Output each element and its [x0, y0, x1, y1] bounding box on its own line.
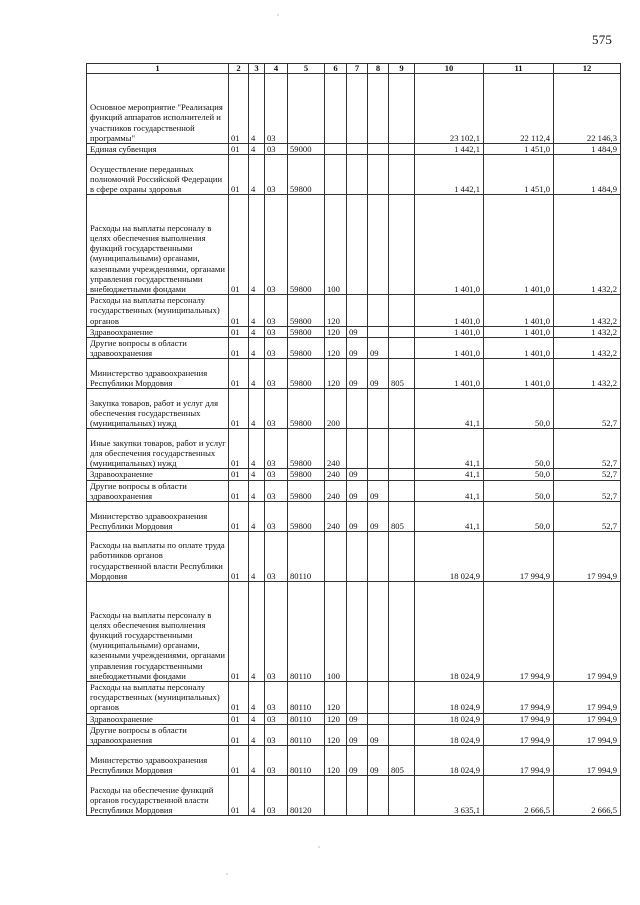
code-cell-8 [368, 469, 389, 480]
amount-cell-11: 50,0 [484, 389, 554, 429]
amount-cell-11: 1 401,0 [484, 359, 554, 389]
item-name-cell: Другие вопросы в области здравоохранения [87, 338, 229, 359]
code-cell-8 [368, 582, 389, 682]
code-cell-6 [325, 155, 347, 195]
table-row [87, 682, 621, 714]
code-cell-3: 4 [249, 724, 265, 745]
header-cell: 1 [87, 64, 229, 74]
code-cell-7: 09 [347, 746, 368, 776]
code-cell-4: 03 [265, 724, 288, 745]
header-cell: 9 [389, 64, 415, 74]
amount-cell-10: 41,1 [415, 429, 484, 469]
amount-cell-10: 1 401,0 [415, 295, 484, 327]
code-cell-5: 80110 [288, 682, 325, 714]
code-cell-4: 03 [265, 480, 288, 501]
amount-cell-11: 17 994,9 [484, 582, 554, 682]
amount-cell-10: 18 024,9 [415, 532, 484, 582]
code-cell-4: 03 [265, 582, 288, 682]
code-cell-3: 4 [249, 295, 265, 327]
code-cell-4: 03 [265, 469, 288, 480]
code-cell-7 [347, 776, 368, 816]
code-cell-6 [325, 144, 347, 155]
code-cell-2: 01 [229, 480, 249, 501]
code-cell-2: 01 [229, 295, 249, 327]
code-cell-9 [389, 74, 415, 144]
code-cell-7 [347, 682, 368, 714]
amount-cell-10: 23 102,1 [415, 74, 484, 144]
table-row [87, 195, 621, 295]
code-cell-7: 09 [347, 713, 368, 724]
amount-cell-12: 1 432,2 [554, 326, 621, 337]
table-row [87, 359, 621, 389]
item-name-cell: Министерство здравоохранения Республики Мордовия [87, 746, 229, 776]
code-cell-6: 240 [325, 429, 347, 469]
header-cell: 3 [249, 64, 265, 74]
code-cell-7: 09 [347, 480, 368, 501]
code-cell-9 [389, 295, 415, 327]
code-cell-2: 01 [229, 682, 249, 714]
code-cell-5: 59000 [288, 144, 325, 155]
amount-cell-11: 50,0 [484, 502, 554, 532]
code-cell-3: 4 [249, 713, 265, 724]
code-cell-6: 100 [325, 582, 347, 682]
code-cell-9 [389, 155, 415, 195]
amount-cell-12: 1 432,2 [554, 359, 621, 389]
code-cell-3: 4 [249, 480, 265, 501]
code-cell-2: 01 [229, 429, 249, 469]
item-name-cell: Единая субвенция [87, 144, 229, 155]
header-cell: 7 [347, 64, 368, 74]
code-cell-5: 59800 [288, 502, 325, 532]
code-cell-8 [368, 429, 389, 469]
code-cell-4: 03 [265, 429, 288, 469]
amount-cell-11: 1 401,0 [484, 338, 554, 359]
amount-cell-12: 17 994,9 [554, 532, 621, 582]
code-cell-5: 59800 [288, 480, 325, 501]
code-cell-7 [347, 195, 368, 295]
code-cell-6: 240 [325, 480, 347, 501]
amount-cell-10: 18 024,9 [415, 746, 484, 776]
code-cell-4: 03 [265, 295, 288, 327]
code-cell-4: 03 [265, 389, 288, 429]
code-cell-3: 4 [249, 582, 265, 682]
code-cell-9 [389, 682, 415, 714]
header-cell: 11 [484, 64, 554, 74]
item-name-cell: Другие вопросы в области здравоохранения [87, 724, 229, 745]
amount-cell-12: 2 666,5 [554, 776, 621, 816]
code-cell-3: 4 [249, 359, 265, 389]
code-cell-8: 09 [368, 338, 389, 359]
amount-cell-12: 52,7 [554, 480, 621, 501]
amount-cell-12: 17 994,9 [554, 746, 621, 776]
code-cell-4: 03 [265, 74, 288, 144]
code-cell-4: 03 [265, 155, 288, 195]
code-cell-2: 01 [229, 326, 249, 337]
amount-cell-11: 17 994,9 [484, 713, 554, 724]
code-cell-7 [347, 295, 368, 327]
code-cell-4: 03 [265, 713, 288, 724]
code-cell-9 [389, 480, 415, 501]
code-cell-9 [389, 144, 415, 155]
code-cell-8 [368, 532, 389, 582]
code-cell-9 [389, 532, 415, 582]
amount-cell-11: 17 994,9 [484, 724, 554, 745]
code-cell-8 [368, 195, 389, 295]
table-row [87, 502, 621, 532]
amount-cell-12: 17 994,9 [554, 713, 621, 724]
code-cell-8 [368, 682, 389, 714]
code-cell-5: 59800 [288, 429, 325, 469]
code-cell-3: 4 [249, 155, 265, 195]
code-cell-2: 01 [229, 746, 249, 776]
code-cell-5: 80110 [288, 724, 325, 745]
amount-cell-11: 1 451,0 [484, 155, 554, 195]
code-cell-2: 01 [229, 389, 249, 429]
code-cell-3: 4 [249, 195, 265, 295]
code-cell-5: 59800 [288, 389, 325, 429]
code-cell-5: 59800 [288, 195, 325, 295]
code-cell-2: 01 [229, 724, 249, 745]
code-cell-4: 03 [265, 502, 288, 532]
code-cell-5: 80110 [288, 532, 325, 582]
code-cell-9: 805 [389, 359, 415, 389]
code-cell-8 [368, 74, 389, 144]
amount-cell-11: 17 994,9 [484, 682, 554, 714]
page-number: 575 [592, 32, 613, 47]
code-cell-5: 59800 [288, 155, 325, 195]
amount-cell-12: 1 432,2 [554, 338, 621, 359]
code-cell-9 [389, 582, 415, 682]
scan-speck [318, 846, 320, 848]
code-cell-3: 4 [249, 338, 265, 359]
header-cell: 6 [325, 64, 347, 74]
code-cell-6: 120 [325, 359, 347, 389]
amount-cell-12: 52,7 [554, 469, 621, 480]
table-row [87, 776, 621, 816]
amount-cell-12: 1 432,2 [554, 195, 621, 295]
table-row [87, 532, 621, 582]
table-row [87, 338, 621, 359]
code-cell-8 [368, 326, 389, 337]
item-name-cell: Расходы на выплаты персоналу в целях обеспечения выполнения функций государственными (муниципальными) органами, казенными учреждениями, органами управления государственными внебюджетными фондами [87, 195, 229, 295]
code-cell-5: 59800 [288, 469, 325, 480]
code-cell-9 [389, 469, 415, 480]
amount-cell-11: 1 451,0 [484, 144, 554, 155]
code-cell-7: 09 [347, 724, 368, 745]
amount-cell-11: 50,0 [484, 429, 554, 469]
code-cell-6: 100 [325, 195, 347, 295]
code-cell-8 [368, 155, 389, 195]
code-cell-8 [368, 389, 389, 429]
code-cell-2: 01 [229, 582, 249, 682]
code-cell-7 [347, 155, 368, 195]
code-cell-6 [325, 776, 347, 816]
amount-cell-12: 1 484,9 [554, 155, 621, 195]
item-name-cell: Закупка товаров, работ и услуг для обеспечения государственных (муниципальных) нужд [87, 389, 229, 429]
code-cell-7: 09 [347, 502, 368, 532]
table-header-row [87, 64, 621, 74]
table-row [87, 295, 621, 327]
code-cell-7: 09 [347, 469, 368, 480]
code-cell-3: 4 [249, 74, 265, 144]
amount-cell-12: 17 994,9 [554, 724, 621, 745]
code-cell-2: 01 [229, 532, 249, 582]
code-cell-7: 09 [347, 359, 368, 389]
code-cell-3: 4 [249, 389, 265, 429]
code-cell-5: 80110 [288, 746, 325, 776]
table-row [87, 74, 621, 144]
item-name-cell: Министерство здравоохранения Республики Мордовия [87, 502, 229, 532]
code-cell-7 [347, 429, 368, 469]
code-cell-4: 03 [265, 338, 288, 359]
table-row [87, 469, 621, 480]
item-name-cell: Осуществление переданных полномочий Российской Федерации в сфере охраны здоровья [87, 155, 229, 195]
code-cell-3: 4 [249, 746, 265, 776]
code-cell-6: 120 [325, 295, 347, 327]
code-cell-5 [288, 74, 325, 144]
amount-cell-11: 1 401,0 [484, 326, 554, 337]
code-cell-2: 01 [229, 74, 249, 144]
amount-cell-10: 41,1 [415, 389, 484, 429]
code-cell-2: 01 [229, 713, 249, 724]
code-cell-6: 200 [325, 389, 347, 429]
code-cell-5: 59800 [288, 338, 325, 359]
amount-cell-10: 41,1 [415, 469, 484, 480]
code-cell-7: 09 [347, 326, 368, 337]
item-name-cell: Расходы на выплаты по оплате труда работников органов государственной власти Республики Мордовия [87, 532, 229, 582]
code-cell-3: 4 [249, 469, 265, 480]
table-body [87, 74, 621, 816]
table-row [87, 326, 621, 337]
amount-cell-11: 1 401,0 [484, 295, 554, 327]
code-cell-2: 01 [229, 338, 249, 359]
amount-cell-10: 1 401,0 [415, 359, 484, 389]
amount-cell-11: 1 401,0 [484, 195, 554, 295]
code-cell-6: 120 [325, 682, 347, 714]
code-cell-9 [389, 326, 415, 337]
amount-cell-11: 22 112,4 [484, 74, 554, 144]
amount-cell-12: 1 432,2 [554, 295, 621, 327]
amount-cell-10: 41,1 [415, 480, 484, 501]
code-cell-4: 03 [265, 682, 288, 714]
code-cell-7 [347, 532, 368, 582]
code-cell-4: 03 [265, 746, 288, 776]
code-cell-8: 09 [368, 480, 389, 501]
code-cell-3: 4 [249, 429, 265, 469]
code-cell-5: 80120 [288, 776, 325, 816]
header-cell: 2 [229, 64, 249, 74]
code-cell-8 [368, 776, 389, 816]
code-cell-9 [389, 724, 415, 745]
amount-cell-10: 1 401,0 [415, 195, 484, 295]
budget-table [86, 63, 621, 816]
code-cell-4: 03 [265, 195, 288, 295]
code-cell-3: 4 [249, 532, 265, 582]
header-cell: 4 [265, 64, 288, 74]
code-cell-2: 01 [229, 776, 249, 816]
code-cell-3: 4 [249, 502, 265, 532]
amount-cell-12: 52,7 [554, 429, 621, 469]
table-row [87, 746, 621, 776]
code-cell-9 [389, 389, 415, 429]
code-cell-8 [368, 713, 389, 724]
code-cell-5: 80110 [288, 582, 325, 682]
item-name-cell: Министерство здравоохранения Республики Мордовия [87, 359, 229, 389]
code-cell-2: 01 [229, 144, 249, 155]
amount-cell-11: 50,0 [484, 469, 554, 480]
code-cell-9 [389, 713, 415, 724]
code-cell-6: 120 [325, 724, 347, 745]
code-cell-7: 09 [347, 338, 368, 359]
amount-cell-12: 52,7 [554, 502, 621, 532]
code-cell-2: 01 [229, 195, 249, 295]
code-cell-2: 01 [229, 469, 249, 480]
table-row [87, 480, 621, 501]
item-name-cell: Расходы на выплаты персоналу государственных (муниципальных) органов [87, 682, 229, 714]
code-cell-6 [325, 532, 347, 582]
table-row [87, 155, 621, 195]
code-cell-9 [389, 195, 415, 295]
amount-cell-10: 1 442,1 [415, 155, 484, 195]
code-cell-8: 09 [368, 724, 389, 745]
code-cell-5: 80110 [288, 713, 325, 724]
code-cell-6 [325, 74, 347, 144]
code-cell-6: 120 [325, 713, 347, 724]
code-cell-8 [368, 144, 389, 155]
code-cell-5: 59800 [288, 326, 325, 337]
item-name-cell: Здравоохранение [87, 713, 229, 724]
code-cell-3: 4 [249, 776, 265, 816]
item-name-cell: Иные закупки товаров, работ и услуг для обеспечения государственных (муниципальных) нужд [87, 429, 229, 469]
item-name-cell: Расходы на обеспечение функций органов государственной власти Республики Мордовия [87, 776, 229, 816]
amount-cell-11: 17 994,9 [484, 746, 554, 776]
header-cell: 8 [368, 64, 389, 74]
code-cell-2: 01 [229, 502, 249, 532]
table-row [87, 713, 621, 724]
code-cell-8 [368, 295, 389, 327]
code-cell-2: 01 [229, 155, 249, 195]
code-cell-5: 59800 [288, 359, 325, 389]
amount-cell-10: 18 024,9 [415, 713, 484, 724]
amount-cell-10: 41,1 [415, 502, 484, 532]
code-cell-6: 240 [325, 469, 347, 480]
table-row [87, 389, 621, 429]
amount-cell-10: 1 401,0 [415, 326, 484, 337]
code-cell-7 [347, 144, 368, 155]
scan-speck [226, 873, 228, 875]
item-name-cell: Здравоохранение [87, 469, 229, 480]
code-cell-4: 03 [265, 144, 288, 155]
code-cell-4: 03 [265, 359, 288, 389]
amount-cell-10: 18 024,9 [415, 582, 484, 682]
code-cell-6: 240 [325, 502, 347, 532]
code-cell-9 [389, 776, 415, 816]
amount-cell-10: 1 401,0 [415, 338, 484, 359]
code-cell-7 [347, 389, 368, 429]
code-cell-6: 120 [325, 746, 347, 776]
item-name-cell: Основное мероприятие "Реализация функций аппаратов исполнителей и участников государственной программы" [87, 74, 229, 144]
amount-cell-10: 3 635,1 [415, 776, 484, 816]
table-row [87, 724, 621, 745]
table-row [87, 582, 621, 682]
code-cell-3: 4 [249, 682, 265, 714]
table-row [87, 429, 621, 469]
scan-speck [277, 14, 279, 16]
header-cell: 10 [415, 64, 484, 74]
code-cell-7 [347, 74, 368, 144]
amount-cell-12: 17 994,9 [554, 682, 621, 714]
amount-cell-11: 50,0 [484, 480, 554, 501]
amount-cell-10: 18 024,9 [415, 682, 484, 714]
code-cell-4: 03 [265, 776, 288, 816]
code-cell-8: 09 [368, 359, 389, 389]
code-cell-4: 03 [265, 532, 288, 582]
item-name-cell: Здравоохранение [87, 326, 229, 337]
code-cell-6: 120 [325, 338, 347, 359]
table-row [87, 144, 621, 155]
header-cell: 12 [554, 64, 621, 74]
code-cell-9: 805 [389, 502, 415, 532]
code-cell-6: 120 [325, 326, 347, 337]
code-cell-8: 09 [368, 502, 389, 532]
code-cell-8: 09 [368, 746, 389, 776]
amount-cell-10: 18 024,9 [415, 724, 484, 745]
code-cell-5: 59800 [288, 295, 325, 327]
code-cell-9: 805 [389, 746, 415, 776]
item-name-cell: Расходы на выплаты персоналу государственных (муниципальных) органов [87, 295, 229, 327]
code-cell-3: 4 [249, 144, 265, 155]
code-cell-4: 03 [265, 326, 288, 337]
amount-cell-12: 1 484,9 [554, 144, 621, 155]
amount-cell-12: 22 146,3 [554, 74, 621, 144]
code-cell-2: 01 [229, 359, 249, 389]
header-cell: 5 [288, 64, 325, 74]
amount-cell-11: 2 666,5 [484, 776, 554, 816]
item-name-cell: Расходы на выплаты персоналу в целях обеспечения выполнения функций государственными (муниципальными) органами, казенными учреждениями, органами управления государственными внебюджетными фондами [87, 582, 229, 682]
amount-cell-12: 52,7 [554, 389, 621, 429]
amount-cell-11: 17 994,9 [484, 532, 554, 582]
code-cell-7 [347, 582, 368, 682]
code-cell-9 [389, 429, 415, 469]
amount-cell-12: 17 994,9 [554, 582, 621, 682]
amount-cell-10: 1 442,1 [415, 144, 484, 155]
code-cell-3: 4 [249, 326, 265, 337]
code-cell-9 [389, 338, 415, 359]
item-name-cell: Другие вопросы в области здравоохранения [87, 480, 229, 501]
